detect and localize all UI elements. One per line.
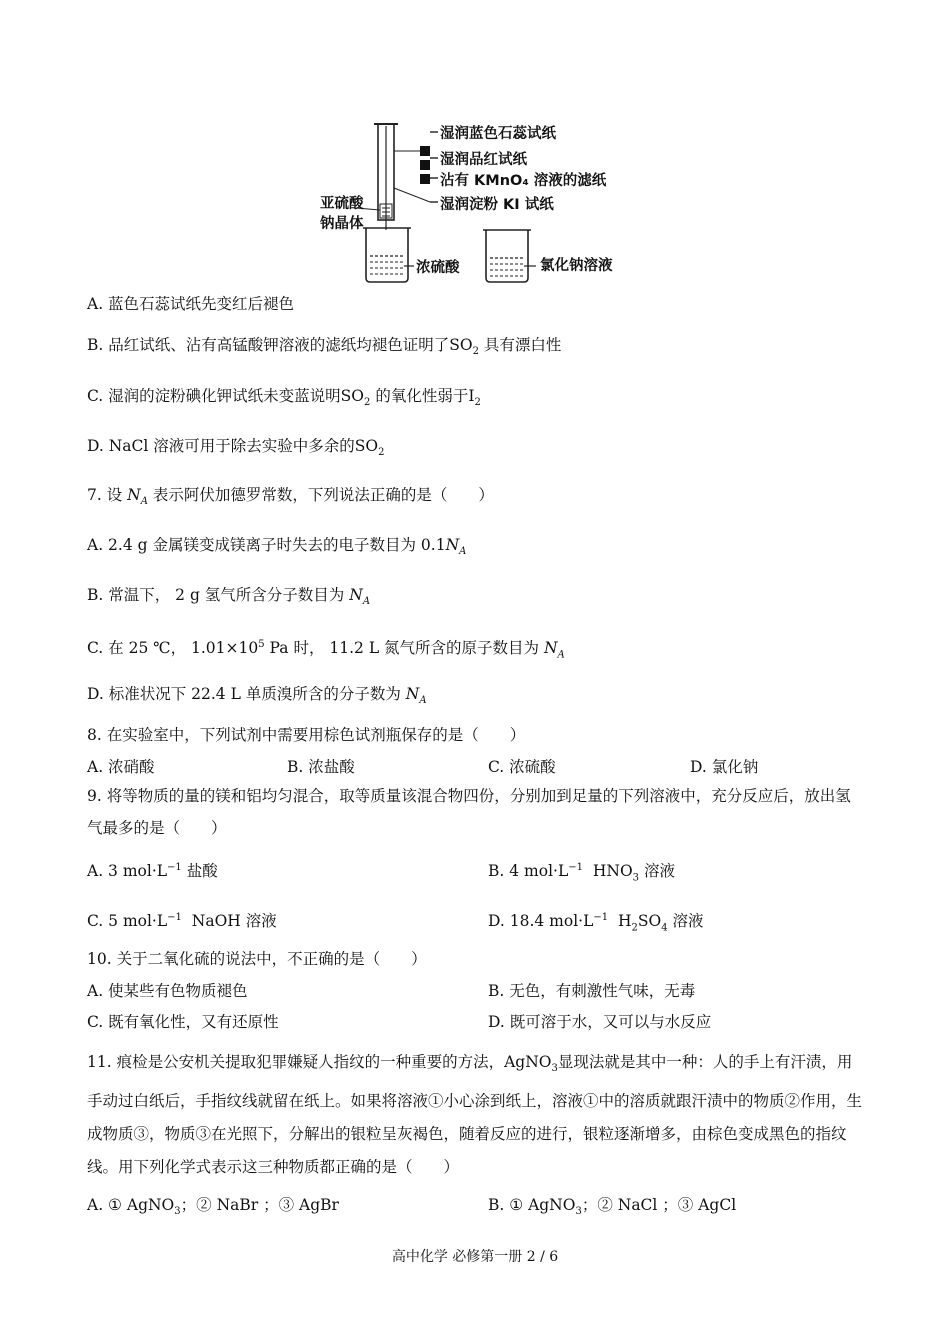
q6-option-d bbox=[87, 436, 384, 463]
q7-c-text: C. 在 25 ℃， 1.01×10 bbox=[87, 639, 259, 658]
q11-stem-pre: 11. 痕检是公安机关提取犯罪嫌疑人指纹的一种重要的方法， bbox=[87, 1053, 505, 1071]
label-acid: 浓硫酸 bbox=[416, 260, 460, 276]
q9-stem: 9. 将等物质的量的镁和铝均匀混合，取等质量该混合物四份，分别加到足量的下列溶液中，充分反应后，放出氢气最多的是（ ） bbox=[87, 787, 851, 837]
q9-d-sub2: 4 bbox=[661, 922, 668, 934]
q8-option-a: A. 浓硝酸 bbox=[87, 758, 155, 776]
label-nacl: 氯化钠溶液 bbox=[540, 258, 613, 274]
q6-c-text: C. 湿润的淀粉碘化钾试纸未变蓝说明 bbox=[87, 387, 341, 405]
q7-a-na-sub: A bbox=[459, 546, 467, 558]
q10-stem: 10. 关于二氧化硫的说法中，不正确的是（ ） bbox=[87, 950, 427, 968]
q9-d-sub1: 2 bbox=[631, 922, 638, 934]
q7-a-na: N bbox=[445, 536, 460, 554]
q11-a-text: A. ① AgNO bbox=[87, 1196, 175, 1214]
q6-b-post: 具有漂白性 bbox=[483, 336, 562, 354]
q11-b-sub: 3 bbox=[575, 1206, 582, 1218]
q9-a-text: A. 3 mol·L bbox=[87, 862, 168, 881]
q9-b-post: 溶液 bbox=[643, 862, 675, 881]
label-sulfite-2: 钠晶体 bbox=[320, 216, 364, 232]
q9-option-a bbox=[87, 858, 218, 881]
q6-option-c bbox=[87, 386, 481, 413]
q11-b-text: B. ① AgNO bbox=[488, 1196, 576, 1214]
q6-d-text: D. NaCl 溶液可用于除去实验中多余的 bbox=[87, 437, 355, 455]
q11-option-a bbox=[87, 1195, 339, 1222]
q6-d-chem: SO bbox=[354, 437, 379, 455]
q8-stem-text: 8. 在实验室中，下列试剂中需要用棕色试剂瓶保存的是（ ） bbox=[87, 726, 526, 744]
q10-option-d: D. 既可溶于水，又可以与水反应 bbox=[488, 1013, 712, 1031]
q6-b-text: B. 品红试纸、沾有高锰酸钾溶液的滤纸均褪色证明了 bbox=[87, 336, 450, 354]
q9-b-sup: −1 bbox=[568, 862, 583, 873]
q11-a-post: ；② NaBr ；③ AgBr bbox=[180, 1196, 339, 1214]
q7-stem-post: 表示阿伏加德罗常数，下列说法正确的是（ ） bbox=[152, 486, 494, 504]
q9-d-post: 溶液 bbox=[672, 912, 704, 931]
q9-c-sup: −1 bbox=[167, 912, 182, 923]
q9-b-text: B. 4 mol·L bbox=[488, 862, 569, 881]
q7-c-na: N bbox=[543, 639, 558, 658]
q7-b-text: B. 常温下， 2 g 氢气所含分子数目为 bbox=[87, 586, 345, 604]
q6-b-sub: 2 bbox=[472, 346, 479, 358]
q7-option-c bbox=[87, 635, 565, 665]
q8-option-b: B. 浓盐酸 bbox=[287, 758, 355, 776]
q7-d-na-sub: A bbox=[419, 695, 427, 707]
q10-option-c: C. 既有氧化性，又有还原性 bbox=[87, 1013, 279, 1031]
q11-stem bbox=[87, 1046, 865, 1184]
label-starch: 湿润淀粉 KI 试纸 bbox=[440, 197, 554, 213]
q7-b-na: N bbox=[349, 586, 363, 604]
label-pinkred: 湿润品红试纸 bbox=[440, 152, 527, 168]
apparatus-figure bbox=[300, 118, 660, 290]
q6-d-sub: 2 bbox=[378, 447, 385, 459]
q8-stem bbox=[87, 725, 525, 745]
q7-stem-pre: 7. 设 bbox=[87, 486, 123, 504]
q7-a-text: A. 2.4 g 金属镁变成镁离子时失去的电子数目为 0.1 bbox=[87, 536, 446, 554]
q11-stem-post: 显现法就是其中一种：人的手上有汗渍，用手动过白纸后，手指纹线就留在纸上。如果将溶液①小心涂到纸上，溶液①中的溶质就跟汗渍中的物质②作用，生成物质③，物质③在光照下，分解出的银粒呈灰褐色，随着反应的进行，银粒逐渐增多，由棕色变成黑色的指纹线。用下列化学式表示这三种物质都正确的是（ ） bbox=[87, 1053, 863, 1177]
q8-option-d: D. 氯化钠 bbox=[690, 758, 759, 776]
q6-b-chem: SO bbox=[449, 336, 473, 354]
q6-c-sub: 2 bbox=[364, 397, 371, 409]
q9-b-chem: HNO bbox=[592, 862, 633, 881]
q8-option-c: C. 浓硫酸 bbox=[488, 758, 556, 776]
q9-b-sub: 3 bbox=[632, 872, 640, 884]
q6-option-a bbox=[87, 294, 294, 314]
q9-a-post: 盐酸 bbox=[186, 862, 218, 881]
q7-option-a bbox=[87, 535, 466, 562]
q9-d-chem2: SO bbox=[637, 912, 662, 931]
q7-d-text: D. 标准状况下 22.4 L 单质溴所含的分子数为 bbox=[87, 685, 401, 703]
q7-option-d bbox=[87, 684, 427, 711]
label-kmno4: 沾有 KMnO₄ 溶液的滤纸 bbox=[440, 173, 607, 189]
q6-c-chem: SO bbox=[340, 387, 364, 405]
q9-d-chem1: H bbox=[617, 912, 632, 931]
q11-b-post: ；② NaCl ；③ AgCl bbox=[581, 1196, 737, 1214]
label-sulfite-1: 亚硫酸 bbox=[320, 196, 364, 212]
q7-na: N bbox=[127, 486, 141, 504]
q7-d-na: N bbox=[405, 685, 420, 703]
q6-c-isub: 2 bbox=[474, 397, 481, 409]
q7-c-na-sub: A bbox=[557, 649, 565, 661]
q7-b-na-sub: A bbox=[362, 596, 371, 608]
q9-c-text: C. 5 mol·L bbox=[87, 912, 168, 931]
page-footer: 高中化学 必修第一册 2 / 6 bbox=[391, 1249, 559, 1265]
q6-c-i: I bbox=[468, 387, 475, 405]
q9-c-post: NaOH 溶液 bbox=[191, 912, 277, 931]
q7-na-sub: A bbox=[140, 496, 148, 508]
q9-a-sup: −1 bbox=[167, 862, 182, 873]
q11-option-b bbox=[488, 1195, 736, 1222]
q6-c-mid: 的氧化性弱于 bbox=[375, 387, 469, 405]
q9-option-b bbox=[488, 858, 675, 888]
q11-a-sub: 3 bbox=[174, 1206, 181, 1218]
q11-stem-chem: AgNO bbox=[504, 1053, 552, 1071]
label-litmus: 湿润蓝色石蕊试纸 bbox=[440, 126, 556, 142]
q6-a-text: A. 蓝色石蕊试纸先变红后褪色 bbox=[87, 295, 295, 313]
q6-option-b bbox=[87, 335, 561, 362]
q10-option-a: A. 使某些有色物质褪色 bbox=[87, 982, 248, 1000]
q7-c-post: Pa 时， 11.2 L 氮气所含的原子数目为 bbox=[269, 639, 540, 658]
q9-d-text: D. 18.4 mol·L bbox=[488, 912, 594, 931]
q7-c-sup: 5 bbox=[258, 639, 265, 650]
q10-option-b: B. 无色，有刺激性气味，无毒 bbox=[488, 982, 696, 1000]
q7-option-b bbox=[87, 585, 370, 612]
q7-stem bbox=[87, 485, 494, 512]
q9-option-d bbox=[488, 908, 704, 938]
q9-option-c bbox=[87, 908, 277, 931]
q11-stem-sub: 3 bbox=[551, 1063, 558, 1075]
q9-d-sup: −1 bbox=[593, 912, 609, 923]
